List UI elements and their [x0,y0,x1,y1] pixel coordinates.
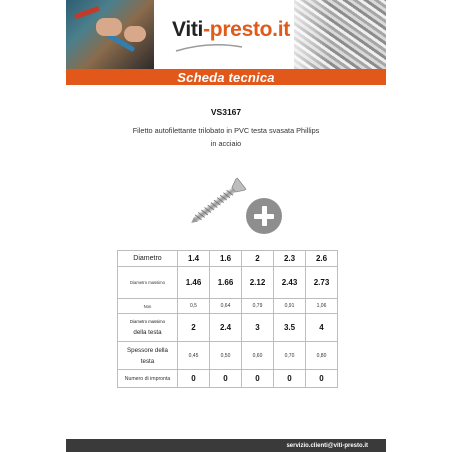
description-line-2: in acciaio [210,139,242,148]
product-code: VS3167 [210,107,242,117]
row-label-bottom: della testa [133,329,162,336]
table-cell: 0,64 [210,299,242,314]
logo-text: Viti [172,18,204,41]
table-cell: 0,60 [242,342,274,370]
row-label-top: Diametro massimo [130,319,165,324]
table-row [118,267,338,299]
table-cell: 0,50 [210,342,242,370]
band-title: Scheda tecnica [177,69,275,85]
table-row [118,342,338,370]
table-cell: 0 [274,370,306,388]
row-label-non: Non [118,299,178,314]
table-cell: 0,70 [274,342,306,370]
row-label-diametro: Diametro [118,251,178,267]
table-row [118,251,338,267]
spec-table [117,250,338,388]
row-label-diametro-testa [118,314,178,342]
table-cell: 2.12 [242,267,274,299]
table-row [118,314,338,342]
table-row [118,299,338,314]
screws-photo [294,0,386,69]
table-cell: 1,06 [306,299,338,314]
plus-icon[interactable] [246,198,282,234]
table-cell: 1.4 [178,251,210,267]
row-label-spessore [118,342,178,370]
description-line-1: Filetto autofilettante trilobato in PVC testa svasata Phillips [132,126,320,135]
table-cell: 4 [306,314,338,342]
table-cell: 1.46 [178,267,210,299]
footer-email[interactable]: servizio.clienti@viti-presto.it [286,442,368,449]
screw-image [182,172,254,232]
table-cell: 2 [178,314,210,342]
table-cell: 0,79 [242,299,274,314]
table-cell: 1.66 [210,267,242,299]
row-label-bottom: testa [140,357,155,365]
product-description [110,124,342,150]
table-cell: 2.4 [210,314,242,342]
table-cell: 3 [242,314,274,342]
footer-bar [66,439,386,452]
table-cell: 0 [242,370,274,388]
table-cell: 1.6 [210,251,242,267]
table-cell: 2.43 [274,267,306,299]
row-label-impronta: Numero di impronta [118,370,178,388]
row-label-diametro-massimo: Diametro massimo [118,267,178,299]
table-cell: 0 [210,370,242,388]
tools-photo [66,0,154,69]
table-row [118,370,338,388]
header-banner [66,0,386,69]
table-cell: 2.3 [274,251,306,267]
table-cell: 0,5 [178,299,210,314]
table-cell: 3.5 [274,314,306,342]
table-cell: 2 [242,251,274,267]
logo-accent: -presto.it [203,18,290,41]
table-cell: 0,45 [178,342,210,370]
table-cell: 2.6 [306,251,338,267]
table-cell: 2.73 [306,267,338,299]
logo [154,0,294,69]
table-cell: 0 [306,370,338,388]
row-label-top: Spessore della [127,346,168,354]
logo-swoosh [174,43,244,53]
table-cell: 0 [178,370,210,388]
title-band [66,69,386,85]
table-cell: 0,80 [306,342,338,370]
table-cell: 0,91 [274,299,306,314]
